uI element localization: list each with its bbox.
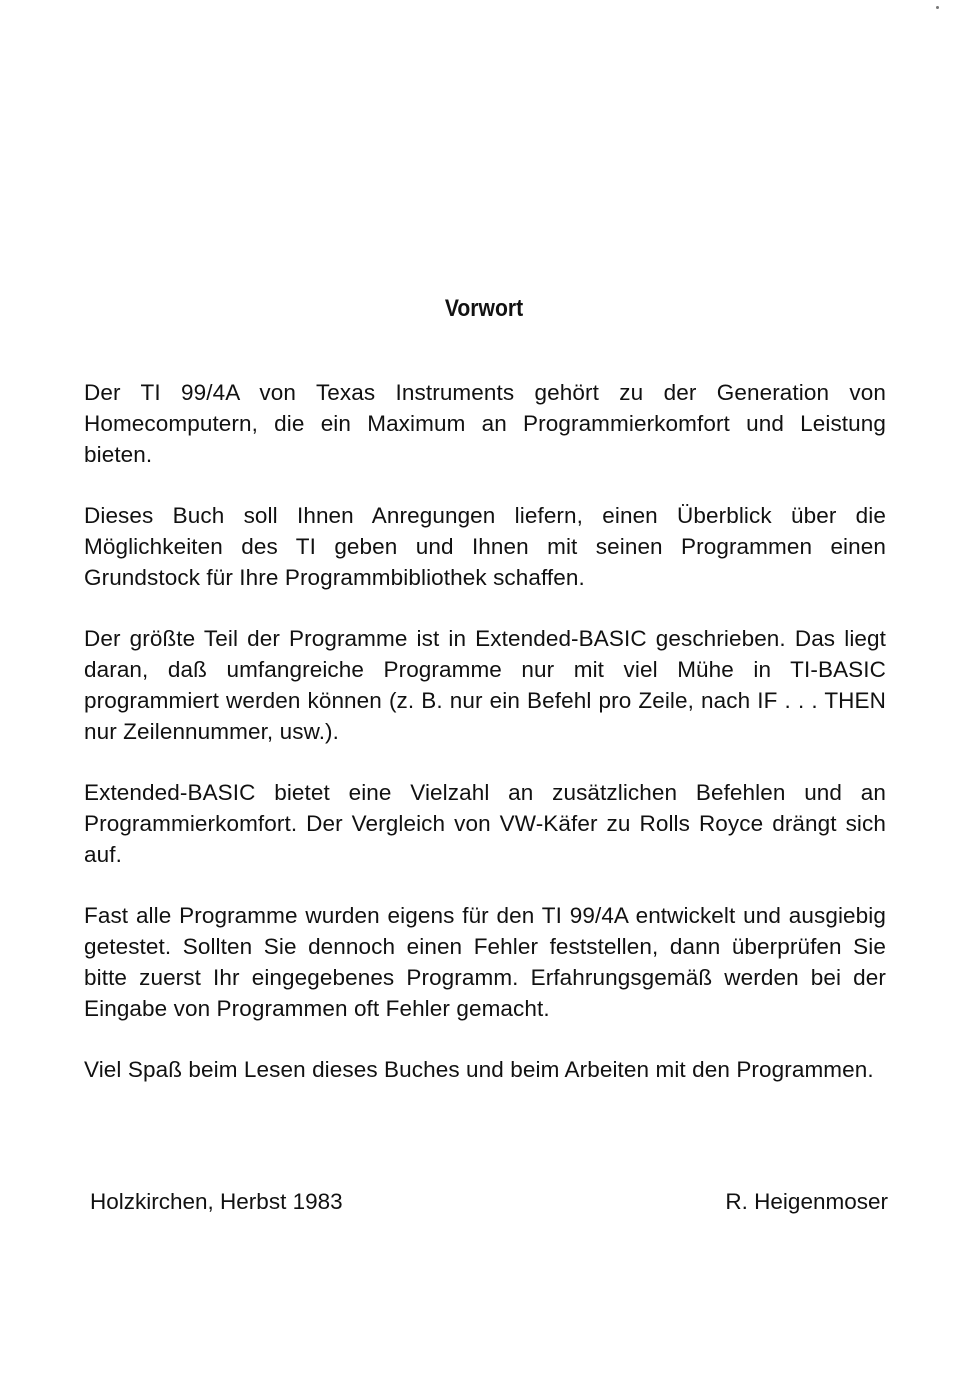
signature-line: [90, 1186, 888, 1218]
paragraph-3: Der größte Teil der Programme ist in Extended-BASIC geschrieben. Das liegt daran, daß umfangreiche Programme nur mit viel Mühe in TI-BASIC programmiert werden können (z. B. nur ein Befehl pro Zeile, nach IF . . . THEN nur Zeilennummer, usw.).: [84, 626, 886, 744]
paragraph-5: Fast alle Programme wurden eigens für den TI 99/4A entwickelt und ausgiebig getestet. Sollten Sie dennoch einen Fehler feststellen, dann überprüfen Sie bitte zuerst Ihr eingegebenes Programm. Erfahrungsgemäß werden bei der Eingabe von Programmen oft Fehler gemacht.: [84, 903, 886, 1021]
paragraph-2: Dieses Buch soll Ihnen Anregungen liefern, einen Überblick über die Möglichkeiten des TI geben und Ihnen mit seinen Programmen einen Grundstock für Ihre Programmbibliothek schaffen.: [84, 503, 886, 590]
paragraph-6: Viel Spaß beim Lesen dieses Buches und beim Arbeiten mit den Programmen.: [84, 1057, 874, 1082]
document-body: [84, 377, 886, 1115]
paragraph-1: Der TI 99/4A von Texas Instruments gehört zu der Generation von Homecomputern, die ein Maximum an Programmierkomfort und Leistung bieten.: [84, 380, 886, 467]
scan-speck: [936, 6, 939, 9]
signature-author: R. Heigenmoser: [725, 1189, 888, 1214]
paragraph-4: Extended-BASIC bietet eine Vielzahl an zusätzlichen Befehlen und an Programmierkomfort. Der Vergleich von VW-Käfer zu Rolls Royce drängt sich auf.: [84, 780, 886, 867]
signature-place-date: Holzkirchen, Herbst 1983: [90, 1189, 343, 1214]
page-title: Vorwort: [444, 295, 524, 322]
